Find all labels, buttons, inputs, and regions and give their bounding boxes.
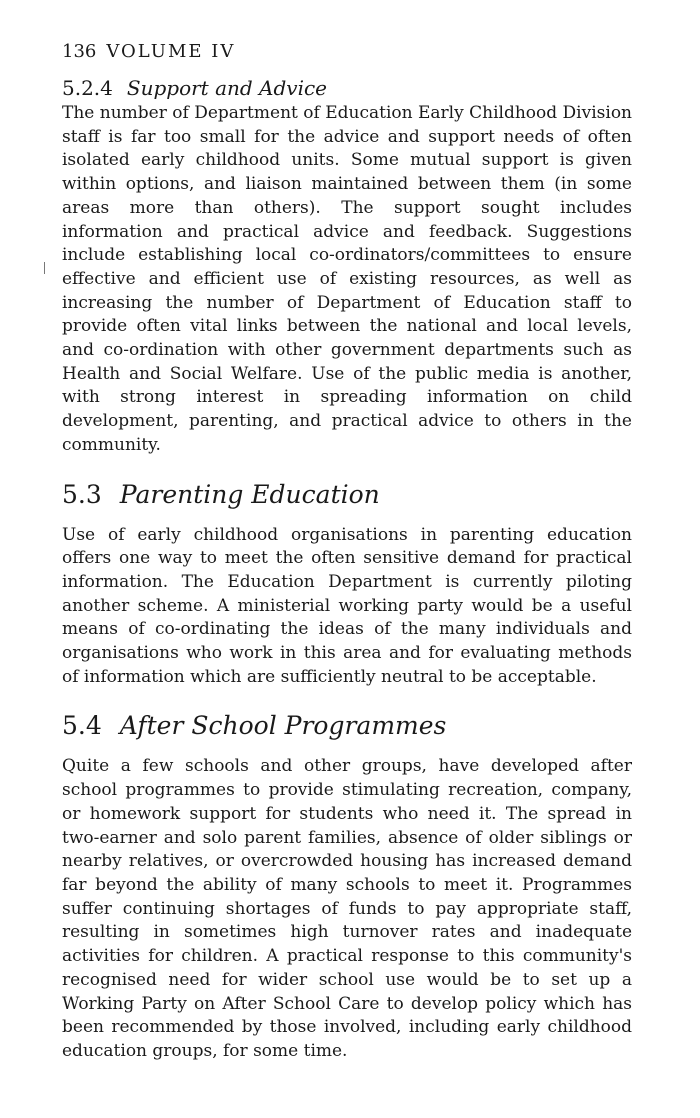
section-title: Support and Advice — [126, 76, 328, 100]
section-body-5-3: Use of early childhood organisations in parenting education offers one way to meet the often sensitive demand for practical information. The Education Department is currently piloting another scheme. A ministerial working party would be a useful means of co-ordinating the ideas of the many individuals and organisations who work in this area and for evaluating methods of information which are sufficiently neutral to be acceptable. — [62, 524, 632, 687]
section-body-5-4: Quite a few schools and other groups, have developed after school programmes to provide stimulating recreation, company, or homework support for students who need it. The spread in two-earner and solo parent families, absence of older siblings or nearby relatives, or overcrowded housing has increased demand far beyond the ability of many schools to meet it. Programmes suffer continuing shortages of funds to pay appropriate staff, resulting in sometimes high turnover rates and inadequate activities for children. A practical response to this community's recognised need for wider school use would be to set up a Working Party on After School Care to develop policy which has been recommended by those involved, including early childhood education groups, for some time. — [62, 756, 632, 1061]
section-heading-5-2-4 — [62, 76, 632, 100]
section-heading-5-3 — [62, 480, 632, 510]
section-number: 5.4 — [62, 711, 102, 741]
section-number: 5.2.4 — [62, 76, 113, 100]
section-title: After School Programmes — [119, 711, 447, 741]
section-title: Parenting Education — [119, 479, 380, 509]
section-body-5-2-4: The number of Department of Education Early Childhood Division staff is far too small for the advice and support needs of often isolated early childhood units. Some mutual support is given within options, and liaison maintained between them (in some areas more than others). The support sought includes information and practical advice and feedback. Suggestions include establishing local co-ordinators/committees to ensure effective and efficient use of existing resources, as well as increasing the number of Department of Education staff to provide often vital links between the national and local levels, and co-ordination with other government departments such as Health and Social Welfare. Use of the public media is another, with strong interest in spreading information on child development, parenting, and practical advice to others in the community. — [62, 103, 632, 455]
section-number: 5.3 — [62, 479, 102, 509]
running-title: VOLUME IV — [106, 41, 236, 62]
section-heading-5-4 — [62, 711, 632, 741]
document-page — [62, 40, 632, 1064]
page-number: 136 — [62, 41, 97, 62]
margin-mark — [44, 262, 45, 274]
running-head — [62, 40, 632, 64]
